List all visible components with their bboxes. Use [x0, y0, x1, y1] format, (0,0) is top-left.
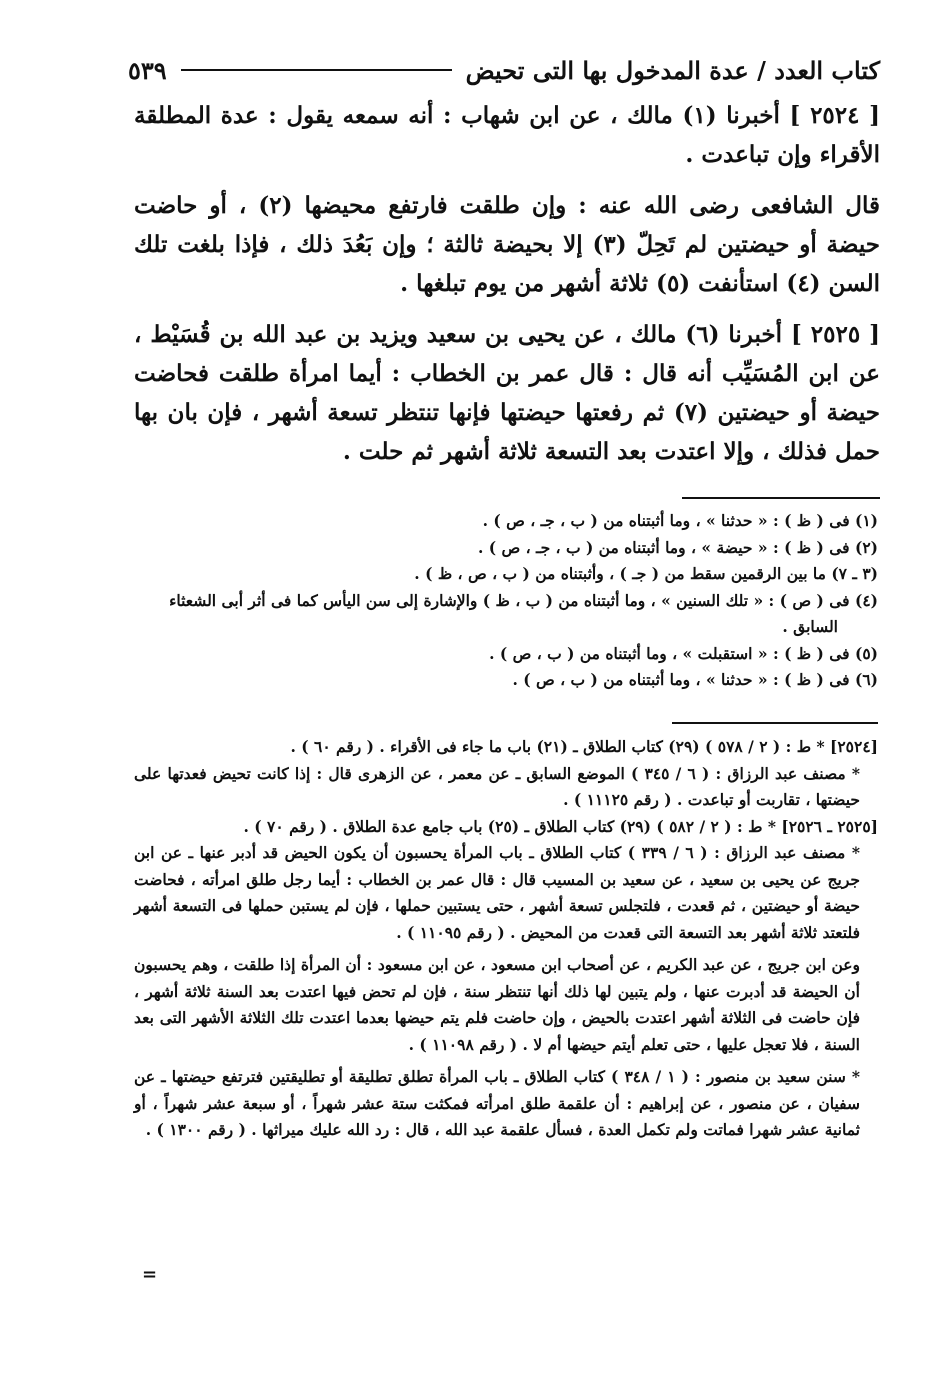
page-number: ٥٣٩: [128, 55, 167, 85]
reference-entry: وعن ابن جريج ، عن عبد الكريم ، عن أصحاب ابن مسعود ، عن ابن مسعود : أن المرأة إذا طلقت ، وهم يحسبون أن الحيضة قد أدبرت عنها ، ولم يتبين لها ذلك أنها تنتظر سنة ، فإن لم تحض فيها اعتدت بعد السنة ثلاثة أشهر ، فإن حاضت فى الثلاثة أشهر اعتدت بالحيض ، وإن حاضت فلم يتم حيضها بعدما اعتدت تلك الثلاثة الأشهر التى بعد السنة ، فلا تعجل عليها ، حتى تعلم أيتم حيضها أم لا . ( رقم ١١٠٩٨ ) .: [134, 955, 860, 1054]
paragraph-2524: [ ٢٥٢٤ ] أخبرنا (١) مالك ، عن ابن شهاب : أنه سمعه يقول : عدة المطلقة الأقراء وإن تباعدت .: [134, 102, 880, 168]
footnote: (١) فى ( ظ ) : « حدثنا » ، وما أثبتناه من ( ب ، جـ ، ص ) .: [482, 511, 878, 530]
main-text: [134, 96, 880, 471]
running-title: كتاب العدد / عدة المدخول بها التى تحيض: [465, 55, 880, 85]
footnote: (٦) فى ( ظ ) : « حدثنا » ، وما أثبتناه من ( ب ، ص ) .: [512, 670, 878, 689]
footnote: (٤) فى ( ص ) : « تلك السنين » ، وما أثبتناه من ( ب ، ظ ) والإشارة إلى سن اليأس كما فى أثر أبى الشعثاء: [169, 590, 878, 610]
paragraph-2525: [ ٢٥٢٥ ] أخبرنا (٦) مالك ، عن يحيى بن سعيد ويزيد بن عبد الله بن قُسَيْط ، عن ابن المُسَيِّب أنه قال : قال عمر بن الخطاب : أيما امرأة طلقت فحاضت حيضة أو حيضتين (٧) ثم رفعتها حيضتها فإنها تنتظر تسعة أشهر ، فإن بان بها حمل فذلك ، وإلا اعتدت بعد التسعة ثلاثة أشهر ثم حلت .: [134, 321, 880, 465]
footnotes: [134, 508, 878, 694]
paragraph-shafii: قال الشافعى رضى الله عنه : وإن طلقت فارتفع محيضها (٢) ، أو حاضت حيضة أو حيضتين لم تَحِلّ (٣) إلا بحيضة ثالثة ؛ وإن بَعُدَ ذلك ، فإذا بلغت تلك السن (٤) استأنفت (٥) ثلاثة أشهر من يوم تبلغها .: [134, 192, 880, 297]
reference-entry: * مصنف عبد الرزاق : ( ٦ / ٣٤٥ ) الموضع السابق ـ عن معمر ، عن الزهرى قال : إذا كانت تحيض فعدتها على حيضتها ، تقاربت أو تباعدت . ( رقم ١١١٢٥ ) .: [134, 763, 860, 809]
footnote-separator: [682, 497, 880, 499]
page-header: [128, 48, 880, 92]
references-separator: [672, 722, 878, 724]
footnote: (٢) فى ( ظ ) : « حيضة » ، وما أثبتناه من ( ب ، جـ ، ص ) .: [477, 537, 878, 557]
footnote-continuation: السابق .: [782, 617, 838, 636]
reference-entry: [٢٥٢٥ ـ ٢٥٢٦] * ط : ( ٢ / ٥٨٢ ) (٢٩) كتاب الطلاق ـ (٢٥) باب جامع عدة الطلاق . ( رقم ٧٠ ) .: [243, 816, 878, 836]
header-rule: [181, 69, 452, 71]
source-references: [134, 734, 878, 1144]
footnote: (٣ ـ ٧) ما بين الرقمين سقط من ( جـ ) ، وأثبتناه من ( ب ، ص ، ظ ) .: [414, 564, 878, 583]
reference-entry: [٢٥٢٤] * ط : ( ٢ / ٥٧٨ ) (٢٩) كتاب الطلاق ـ (٢١) باب ما جاء فى الأقراء . ( رقم ٦٠ ) .: [290, 737, 878, 756]
footnote: (٥) فى ( ظ ) : « استقبلت » ، وما أثبتناه من ( ب ، ص ) .: [489, 643, 878, 663]
reference-entry: * مصنف عبد الرزاق : ( ٦ / ٣٣٩ ) كتاب الطلاق ـ باب المرأة يحسبون أن يكون الحيض قد أدبر عنها ـ عن ابن جريج عن يحيى بن سعيد ، عن سعيد بن المسيب قال : قال عمر بن الخطاب : أيما رجل طلق امرأته ، فحاضت حيضة أو حيضتين ، ثم قعدت ، فلتجلس تسعة أشهر ، حتى يستبين حملها ، فإن لم يستبن حملها فى التسعة أشهر فلتعتد ثلاثة أشهر بعد التسعة التى قعدت من المحيض . ( رقم ١١٠٩٥ ) .: [134, 843, 860, 942]
reference-entry: * سنن سعيد بن منصور : ( ١ / ٣٤٨ ) كتاب الطلاق ـ باب المرأة تطلق تطليقة أو تطليقتين فترتفع حيضتها ـ عن سفيان ، عن منصور ، عن إبراهيم : أن علقمة طلق امرأته فمكثت ستة عشر شهراً ، أو سبعة عشر شهراً ، أو ثمانية عشر شهرا فماتت ولم تكمل العدة ، فسأل علقمة عبد الله ، قال : رد الله عليك ميراثها . ( رقم ١٣٠٠ ) .: [134, 1067, 861, 1139]
continuation-mark: =: [142, 1264, 158, 1285]
